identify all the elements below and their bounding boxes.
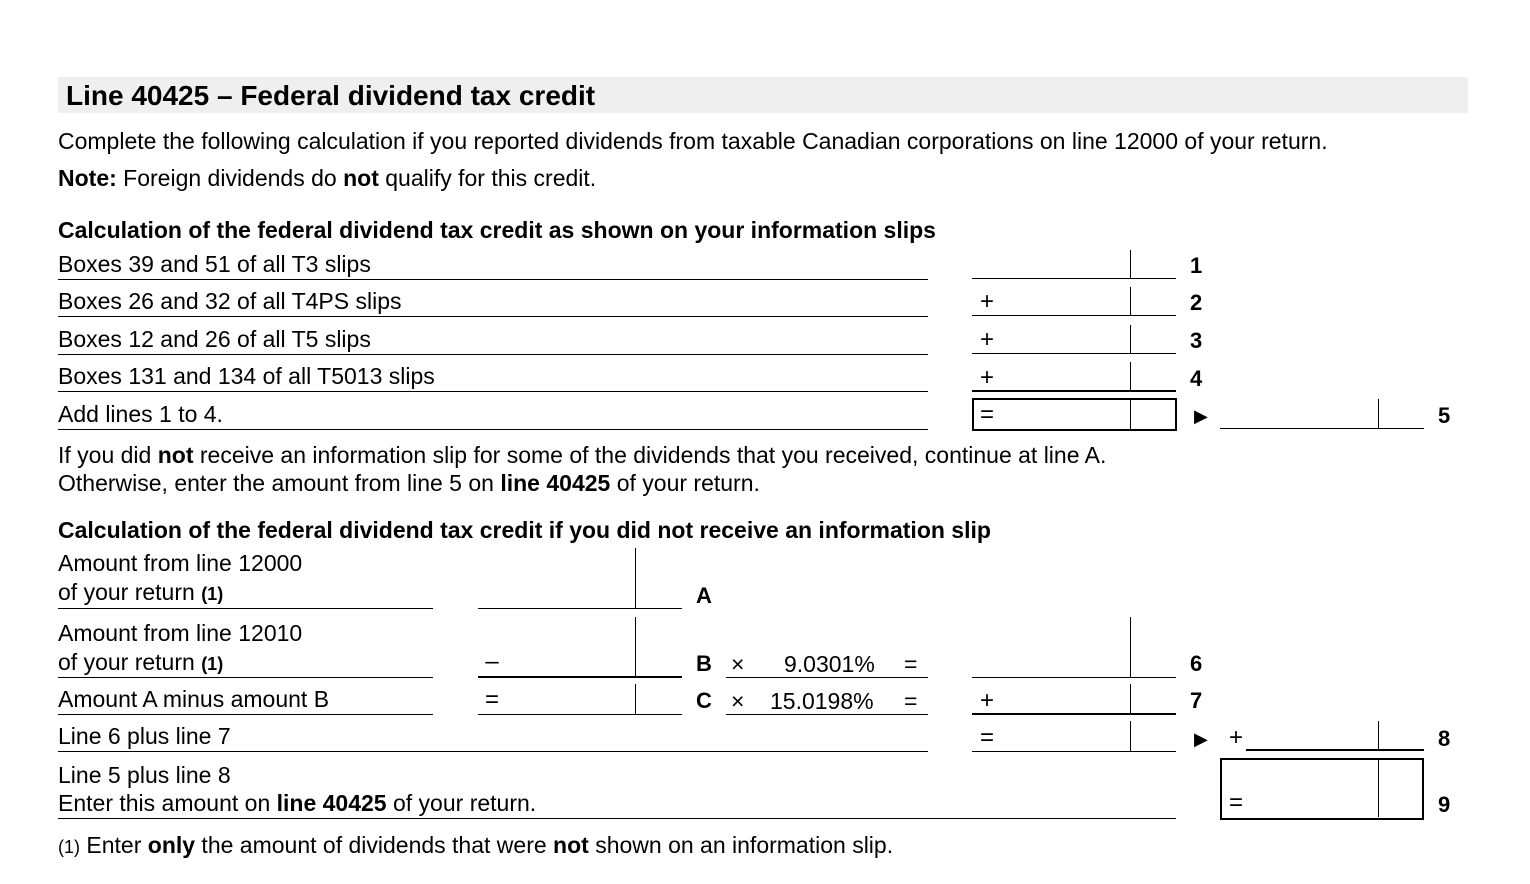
line4-number: 4 [1190,366,1203,391]
line9-number: 9 [1438,792,1451,817]
intro-note: Note: Foreign dividends do not qualify for this credit. [58,165,597,191]
lineB-letter: B [696,651,712,676]
row9-label-1: Line 5 plus line 8 [58,762,231,788]
row2-underline [58,316,928,317]
row3-plus-sign: + [979,326,994,353]
lineC-amount-field[interactable] [478,684,682,715]
rowC-equals-sign-2: = [904,688,918,714]
lineA-amount-field[interactable] [478,548,682,609]
line3-number: 3 [1190,328,1203,353]
rowC-equals-sign: = [484,686,499,713]
row3-underline [58,354,928,355]
footnote: (1) Enter only the amount of dividends that were not shown on an information slip. [58,832,894,858]
rowA-label-2: of your return (1) [58,579,224,605]
row8-label: Line 6 plus line 7 [58,723,231,749]
line7-number: 7 [1190,688,1203,713]
lineB-amount-field[interactable] [478,617,682,678]
row9-underline [58,818,1176,819]
lineA-letter: A [696,583,712,608]
rowB-label-1: Amount from line 12010 [58,620,303,646]
section2-heading: Calculation of the federal dividend tax credit if you did not receive an information slip [58,517,991,543]
line1-amount-field[interactable] [972,250,1176,279]
rowB-equals-sign: = [904,651,918,677]
line9-total-box[interactable] [1220,758,1424,820]
section1-instruction-2: Otherwise, enter the amount from line 5 on line 40425 of your return. [58,470,760,496]
line6-number: 6 [1190,651,1203,676]
section-header [58,77,1468,113]
line5-number: 5 [1438,403,1451,428]
intro-text: Complete the following calculation if you reported dividends from taxable Canadian corporations on line 12000 of your return. [58,128,1328,154]
rowA-label-1: Amount from line 12000 [58,550,303,576]
line5-amount-field[interactable] [1220,399,1424,429]
rowC-rate: 15.0198% [770,688,874,714]
row5-label: Add lines 1 to 4. [58,401,223,427]
rowC-times-sign: × [731,688,745,714]
rowC-underline [58,714,433,715]
row4-plus-sign: + [979,364,994,391]
line2-number: 2 [1190,290,1203,315]
rowC-rate-underline [726,714,928,715]
rowB-rate-underline [726,677,928,678]
line7-amount-field[interactable] [972,684,1176,715]
lineC-letter: C [696,688,712,713]
line2-amount-field[interactable] [972,287,1176,316]
row3-label: Boxes 12 and 26 of all T5 slips [58,326,371,352]
rowB-rate: 9.0301% [784,651,875,677]
row1-label: Boxes 39 and 51 of all T3 slips [58,251,371,277]
rowC-label: Amount A minus amount B [58,686,330,712]
line5-subtotal-box[interactable] [972,398,1177,431]
rowB-minus-sign: – [485,648,499,675]
row2-label: Boxes 26 and 32 of all T4PS slips [58,288,402,314]
rowB-times-sign: × [731,651,745,677]
row2-plus-sign: + [979,288,994,315]
line1-number: 1 [1190,253,1203,278]
line6-amount-field[interactable] [972,617,1176,678]
row9-label-2: Enter this amount on line 40425 of your return. [58,790,537,816]
line8-amount-field[interactable] [1246,721,1424,752]
rowB-label-2: of your return (1) [58,649,224,675]
line4-amount-field[interactable] [972,362,1176,392]
row5-underline [58,429,928,430]
row1-underline [58,279,928,280]
row4-underline [58,391,928,392]
right-triangle-arrow-icon: ▶ [1194,729,1208,749]
row9-equals-sign: = [1228,789,1243,816]
row8-plus-sign: + [1228,724,1243,751]
row5-equals-sign: = [979,401,994,428]
right-triangle-arrow-icon: ▶ [1194,406,1208,426]
rowB-underline [58,677,433,678]
row4-label: Boxes 131 and 134 of all T5013 slips [58,363,435,389]
rowA-underline [58,608,433,609]
row8-underline [58,751,928,752]
row8-equals-sign: = [979,724,994,751]
line8-number: 8 [1438,726,1451,751]
rowC-plus-sign: + [979,687,994,714]
section1-instruction-1: If you did not receive an information slip for some of the dividends that you received, continue at line A. [58,442,1107,468]
line3-amount-field[interactable] [972,325,1176,354]
page-title: Line 40425 – Federal dividend tax credit [66,80,596,111]
line8-subtotal-field[interactable] [972,721,1176,752]
section1-heading: Calculation of the federal dividend tax credit as shown on your information slips [58,217,936,243]
